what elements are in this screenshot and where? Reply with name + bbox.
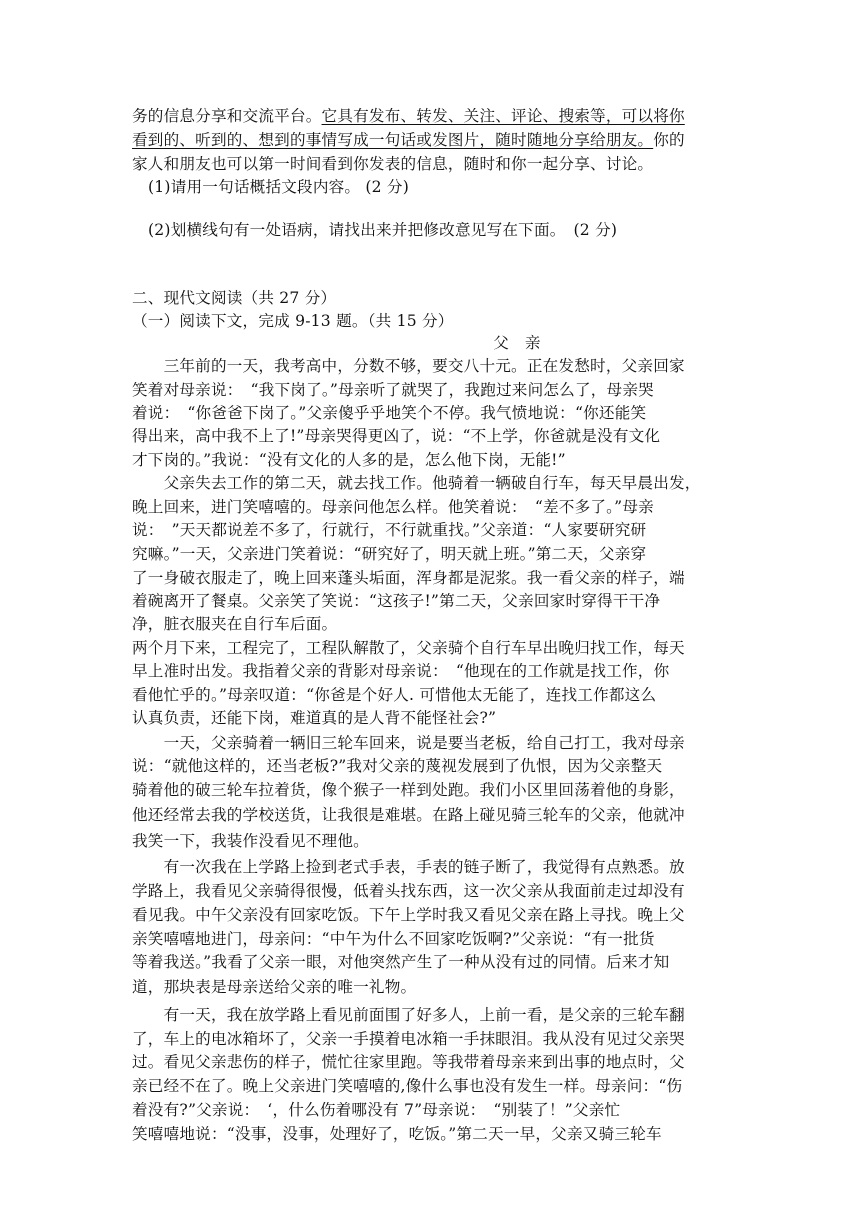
article-line: 了，车上的电冰箱坏了，父亲一手摸着电冰箱一手抹眼泪。我从没有见过父亲哭 [132,1030,685,1048]
article-line: 三年前的一天，我考高中，分数不够，要交八十元。正在发愁时，父亲回家 [132,357,685,375]
article-line: 道，那块表是母亲送给父亲的唯一礼物。 [132,978,417,996]
section-heading: 二、现代文阅读（共 27 分） [132,289,337,307]
article-line: 笑着对母亲说： “我下岗了。”母亲听了就哭了，我跑过来问怎么了，母亲哭 [132,381,654,399]
article-line: 过。看见父亲悲伤的样子，慌忙往家里跑。等我带着母亲来到出事的地点时，父 [132,1053,685,1071]
article-line: 有一天，我在放学路上看见前面围了好多人，上前一看，是父亲的三轮车翻 [132,1006,685,1024]
article-line: 晚上回来，进门笑嘻嘻的。母亲问他怎么样。他笑着说： “差不多了。”母亲 [132,498,654,516]
article-line: 说： ”天天都说差不多了，行就行，不行就重找。”父亲道：“人家要研究研 [132,521,647,539]
article-line: 着说： “你爸爸下岗了。”父亲傻乎乎地笑个不停。我气愤地说：“你还能笑 [132,404,647,422]
underlined-sentence: 它具有发布、转发、关注、评论、搜索等，可以将你 [321,107,685,125]
article-line: 说：“就他这样的，还当老板?”我对父亲的蔑视发展到了仇恨，因为父亲整天 [132,757,663,775]
article-line: 究嘛。”一天，父亲进门笑着说：“研究好了，明天就上班。”第二天，父亲穿 [132,545,647,563]
article-line: 等着我送。”我看了父亲一眼，对他突然产生了一种从没有过的同情。后来才知 [132,953,670,971]
article-line: 父亲失去工作的第二天，就去找工作。他骑着一辆破自行车，每天早晨出发， [132,474,701,492]
intro-line-3: 家人和朋友也可以第一时间看到你发表的信息，随时和你一起分享、讨论。 [132,155,654,173]
question-2: (2)划横线句有一处语病，请找出来并把修改意见写在下面。 (2 分) [148,221,618,239]
article-line: 净，脏衣服夹在自行车后面。 [132,615,338,633]
article-line: 着没有?”父亲说： ‘，什么伤着哪没有 7”母亲说： “别装了！”父亲忙 [132,1101,621,1119]
article-line: 看他忙乎的。”母亲叹道：“你爸是个好人. 可惜他太无能了，连找工作都这么 [132,686,657,704]
article-line: 认真负责，还能下岗，难道真的是人背不能怪社会?” [132,709,497,727]
question-1: (1)请用一句话概括文段内容。 (2 分) [148,178,410,196]
section-subheading: （一）阅读下文，完成 9-13 题。（共 15 分） [132,312,454,330]
article-line: 得出来，高中我不上了!”母亲哭得更凶了，说：“不上学，你爸就是没有文化 [132,427,661,445]
article-line: 有一次我在上学路上捡到老式手表，手表的链子断了，我觉得有点熟悉。放 [132,858,685,876]
article-line: 骑着他的破三轮车拉着货，像个猴子一样到处跑。我们小区里回荡着他的身影， [132,781,685,799]
underlined-sentence: 看到的、听到的、想到的事情写成一句话或发图片，随时随地分享给朋友。 [132,131,654,149]
article-line: 了一身破衣服走了，晚上回来蓬头垢面，浑身都是泥浆。我一看父亲的样子，端 [132,569,685,587]
article-line: 早上准时出发。我指着父亲的背影对母亲说： “他现在的工作就是找工作，你 [132,662,670,680]
article-line: 着碗离开了餐桌。父亲笑了笑说：“这孩子!”第二天，父亲回家时穿得干干净 [132,592,661,610]
article-line: 学路上，我看见父亲骑得很慢，低着头找东西，这一次父亲从我面前走过却没有 [132,882,685,900]
article-line: 才下岗的。”我说：“没有文化的人多的是，怎么他下岗，无能!” [132,451,566,469]
article-line: 一天，父亲骑着一辆旧三轮车回来，说是要当老板，给自己打工，我对母亲 [132,734,685,752]
intro-line-1: 务的信息分享和交流平台。它具有发布、转发、关注、评论、搜索等，可以将你 [132,107,685,125]
article-line: 看见我。中午父亲没有回家吃饭。下午上学时我又看见父亲在路上寻找。晚上父 [132,906,685,924]
article-line: 我笑一下，我装作没看见不理他。 [132,832,369,850]
article-line: 笑嘻嘻地说：“没事，没事，处理好了，吃饭。”第二天一早，父亲又骑三轮车 [132,1125,662,1143]
intro-line-2: 看到的、听到的、想到的事情写成一句话或发图片，随时随地分享给朋友。你的 [132,131,685,149]
article-line: 他还经常去我的学校送货，让我很是难堪。在路上碰见骑三轮车的父亲，他就冲 [132,806,685,824]
article-line: 亲笑嘻嘻地进门，母亲问：“中午为什么不回家吃饭啊?”父亲说：“有一批货 [132,930,655,948]
article-title: 父 亲 [493,334,541,352]
article-line: 亲已经不在了。晚上父亲进门笑嘻嘻的,像什么事也没有发生一样。母亲问：“伤 [132,1077,683,1095]
article-line: 两个月下来，工程完了，工程队解散了，父亲骑个自行车早出晚归找工作，每天 [132,639,685,657]
